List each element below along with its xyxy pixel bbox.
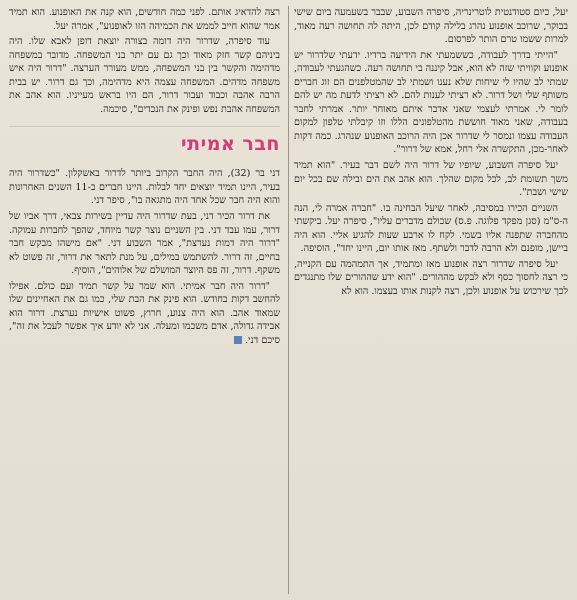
paragraph-text: "דרור היה חבר אמיתי. הוא שמר על קשר תמיד ועם כולם. אפילו להחשב דקות בחודש. הוא פינק את הבת שלי, כמו גם את האחיינים שלו שמאוד אהב. הוא היה צנוע, חרוץ, פשוט אישיות נערצת. דרור הוא אבידה גדולה, אדם משכמו ומעלה. אני לא יודע איך אפשר לעכל את זה", סיכם דני. — [9, 280, 280, 346]
section-subheading — [9, 126, 280, 157]
paragraph: "הייתי בדרך לעבודה, כששמעתי את הידיעה ברדיו. ידעתי שלדרור יש אופנוע וקוויתי שזה לא הוא, אבל קיננה בי תחושה רעה. כשהגעתי לעבודה, שמתי לב שהיו לי שיחות שלא נענו ושמתי לב שהמטלפנים הם זוג חברים משותף שלי ושל דרור. לא רציתי לענות להם. לא רציתי לדעת מה יש להם לומר לי. אמרתי לעצמי שאני אדבר איתם מאוחר יותר. אמרתי לחבר בעבודה, שאני מאוד חוששת מהטלפונים הללו וזו קיבלתי טלפון למקום העבודה עצמו ונמסר לי שדרור אכן היה הרוכב האופנוע שנהרג. כמה דקות לאחר-מכן, התקשרה אלי רחל, אמא של דרור". — [294, 49, 568, 156]
paragraph: את דרור הכיר דני, בעת שדרור היה עדיין בשירות צבאי, דרך אביו של דרור, עמו עבד דני. בין השניים נוצר קשר מיוחד, שהפך לחברות עמוקה. "דרור היה דמות נערצת", אמר השבוע דני. "אם מישהו מבקש חבר בחיים, זה דרור. להשתמש במילים, על מנת לתאר את דרור, זה פשוט לא משקף. דרור, זה פס היוצר המושלם של אלוהים", הוסיף. — [9, 211, 280, 277]
subheading-text: חבר אמיתי — [181, 132, 280, 155]
end-of-article-square-icon — [234, 336, 242, 344]
paragraph: רצה להדאיג אותם. לפני כמה חודשים, הוא קנה את האופנוע. הוא תמיד אמר שהוא חייב לממש את הכמיהה הזו לאופנוע", אמרה יעל. — [9, 7, 280, 32]
article-column-left — [4, 6, 285, 594]
article-column-right — [289, 6, 573, 594]
paragraph: השניים הכירו במסיבה, לאחר שיעל הבחינה בו. "חברה אמרה לי, הנה ה-ס"מ (סגן מפקד פלוגה. פ.ס) שכולם מדברים עליו", סיפרה יעל. ביקשתי מהחברה שתפנה אליו בשמי. לקח לו ארבע שעות להגיע אליי. הוא היה ביישן, מופנם ולא הרבה לדבר ולשתף. מאז אותו יום, היינו יחד", הוסיפה. — [294, 202, 568, 255]
column-divider — [288, 6, 289, 594]
paragraph: יעל סיפרה שדרור רצה אופנוע מאז ומתמיד, אך התמהמה עם הקנייה, כי רצה לחסוך כסף ולא לבקש מההורים. "הוא ידע שההורים שלו מתנגדים לכך שירכוש על אופנוע ולכן, רצה לקנות אותו בעצמו. הוא לא — [294, 258, 568, 297]
paragraph: דני בר (32), היה החבר הקרוב ביותר לדרור באשקלון. "כשדרור היה בעיר, היינו תמיד יוצאים יחד לבלות. היינו חברים ב-11 השנים האחרונות והוא היה חבר שכל אחד היה מתגאה בו", סיפר דני. — [9, 168, 281, 207]
paragraph: יעל, כיום סטודנטית לוטרינריה, סיפרה השבוע, שבבר בשעמעה ביום שישי בבוקר, שרוכב אופנוע נהרג בלילה קודם לכן, היתה לה תחושה רעה מאוד, למרות ששמו טרם הותר לפרסום. — [294, 7, 568, 46]
paragraph: עוד סיפרה, שדרור היה דומה בצורה יוצאת דופן לאבא שלו. היה ביניהם קשר חזק מאוד וכך גם עם יתר בני המשפחה. מדובר במשפחה מדהימה והקשר בין בני המשפחה, ממש מעורר הערצה. "דרור היה איש משפחה מדהים. המשפחה עצמה היא מדהימה, וכך גם דרור. יש בבית הרבה אהבה וכבוד ועבור דרור, הם היו בראש מעייניו. הוא אהב את המשפחה אהבת נפש ופינק את הנכדים", סיכמה. — [9, 36, 280, 115]
paragraph-last — [9, 280, 280, 348]
paragraph: יעל סיפרה השבוע, שיופיו של דרור היה לשם דבר בעיר. "הוא תמיד משך תשומת לב, לכל מקום שהלך. הוא אהב את הים ובילה שם בכל יום שישי ושבת". — [294, 160, 568, 199]
